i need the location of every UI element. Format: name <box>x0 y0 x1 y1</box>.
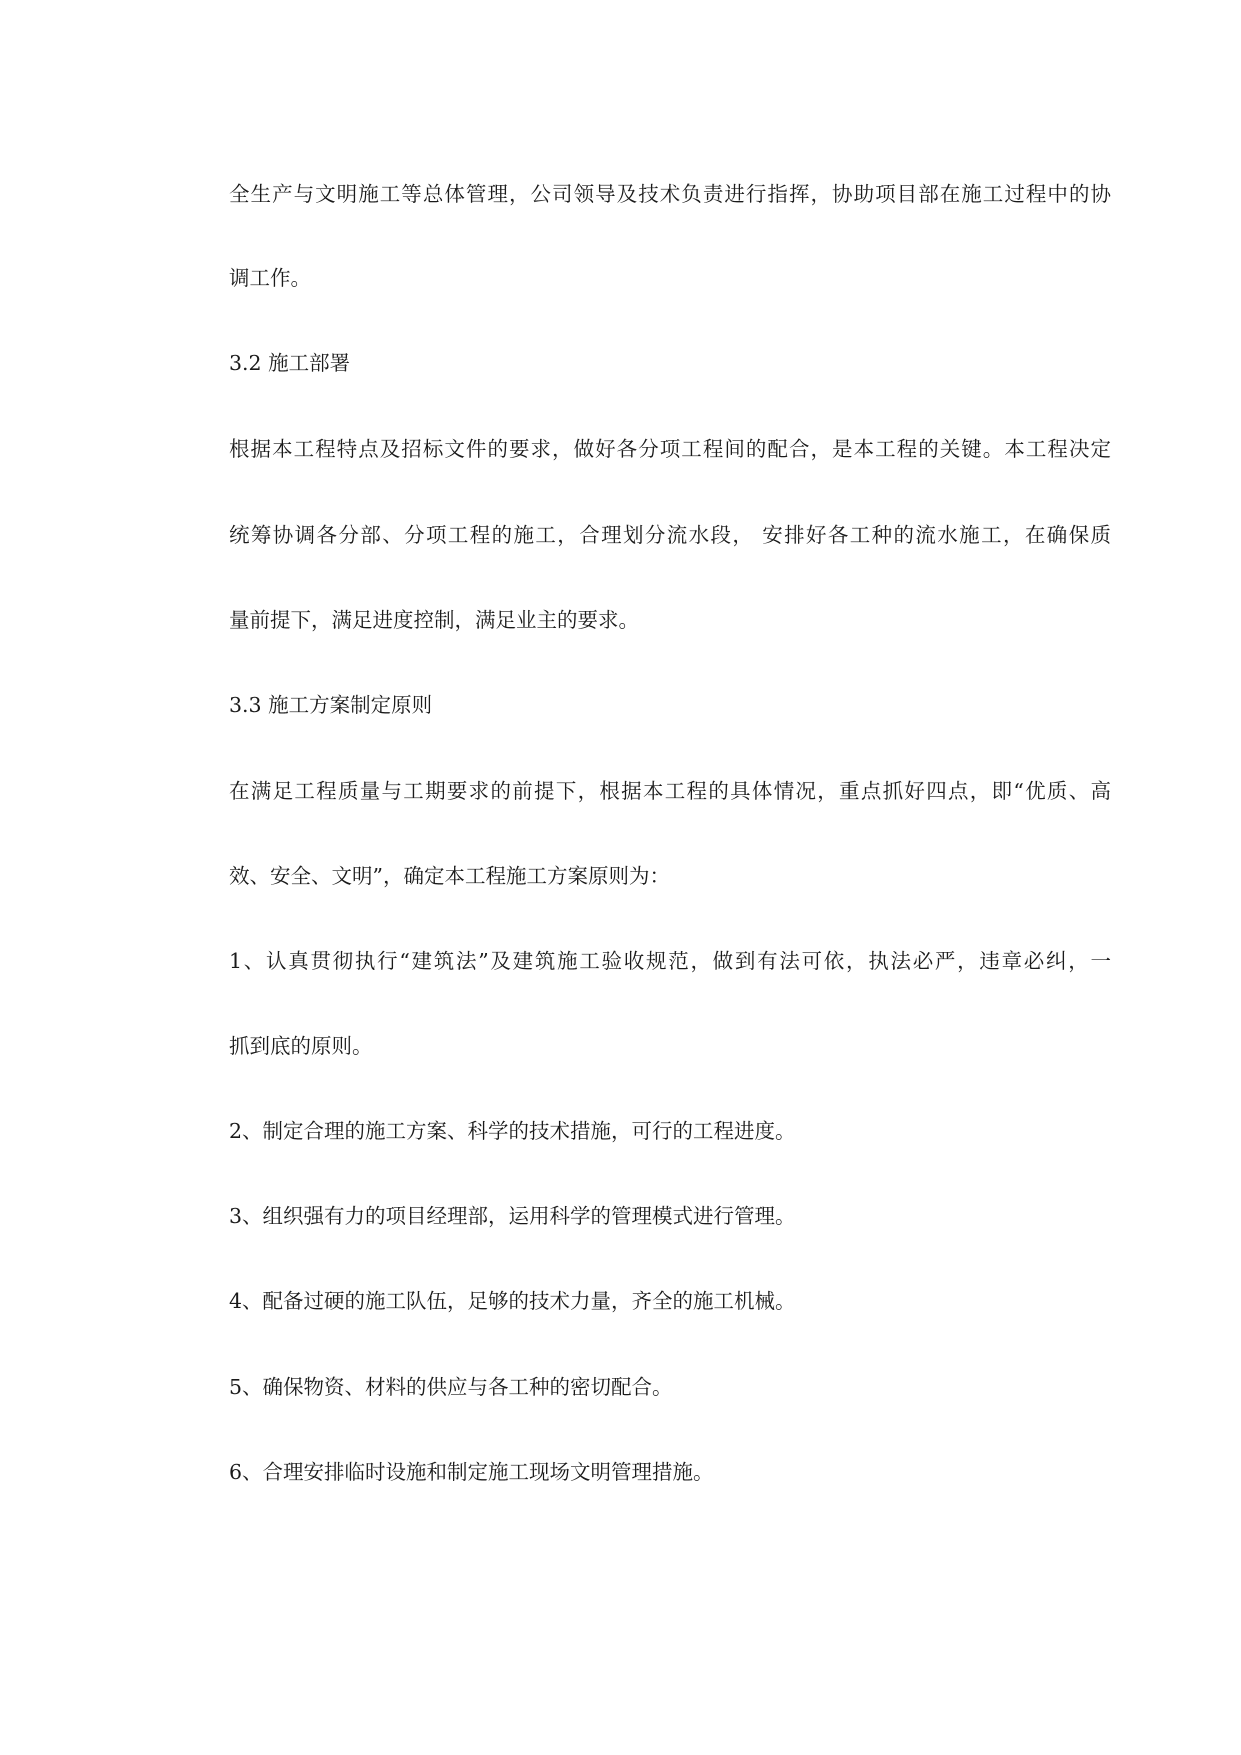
section-heading: 3.2 施工部署 <box>229 351 351 375</box>
paragraph-line: 统筹协调各分部、分项工程的施工，合理划分流水段， 安排好各工种的流水施工，在确保质 <box>229 523 1111 547</box>
paragraph-line: 调工作。 <box>229 266 311 290</box>
paragraph-line: 量前提下，满足进度控制，满足业主的要求。 <box>229 608 639 632</box>
list-item: 3、组织强有力的项目经理部，运用科学的管理模式进行管理。 <box>229 1204 796 1228</box>
paragraph-line: 效、安全、文明”，确定本工程施工方案原则为： <box>229 864 670 888</box>
list-item: 5、确保物资、材料的供应与各工种的密切配合。 <box>229 1375 673 1399</box>
list-item: 6、合理安排临时设施和制定施工现场文明管理措施。 <box>229 1460 714 1484</box>
section-heading: 3.3 施工方案制定原则 <box>229 693 433 717</box>
list-item: 1、认真贯彻执行“建筑法”及建筑施工验收规范，做到有法可依，执法必严，违章必纠，一 <box>229 949 1111 973</box>
paragraph-line: 在满足工程质量与工期要求的前提下，根据本工程的具体情况，重点抓好四点，即“优质、高 <box>229 779 1111 803</box>
paragraph-line: 全生产与文明施工等总体管理，公司领导及技术负责进行指挥，协助项目部在施工过程中的协 <box>229 182 1111 206</box>
paragraph-line: 根据本工程特点及招标文件的要求，做好各分项工程间的配合，是本工程的关键。本工程决定 <box>229 437 1111 461</box>
list-item: 4、配备过硬的施工队伍，足够的技术力量，齐全的施工机械。 <box>229 1289 796 1313</box>
list-item: 抓到底的原则。 <box>229 1034 373 1058</box>
list-item: 2、制定合理的施工方案、科学的技术措施，可行的工程进度。 <box>229 1119 796 1143</box>
